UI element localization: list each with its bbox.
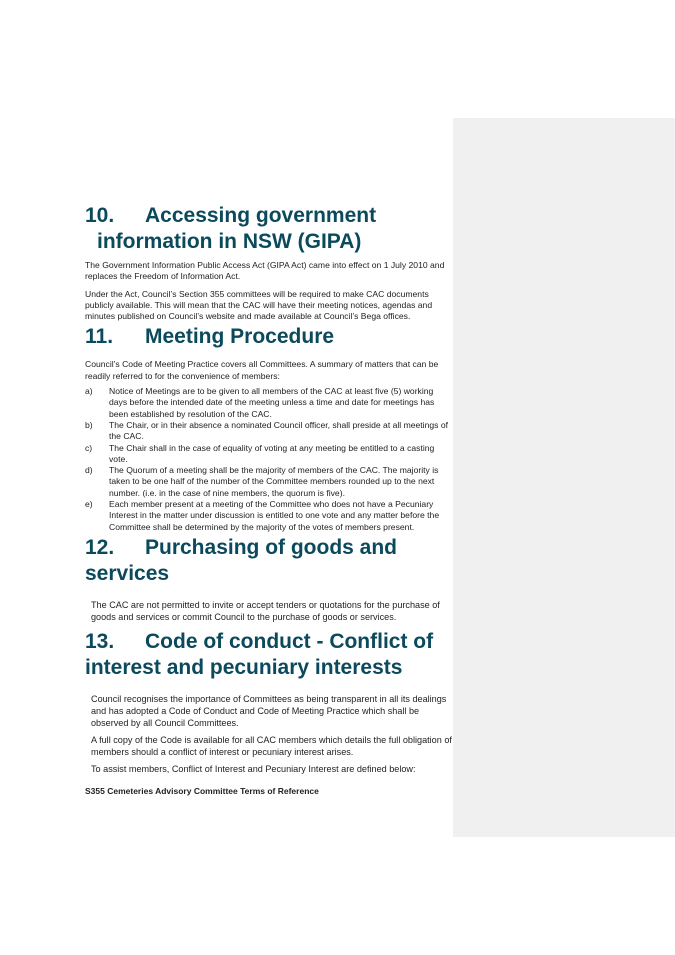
- section-11-title: Meeting Procedure: [145, 325, 335, 349]
- list-marker: d): [85, 465, 93, 476]
- section-11-heading: [85, 324, 453, 350]
- section-12-number: 12.: [85, 535, 115, 559]
- list-item: [85, 386, 453, 420]
- section-10-paragraph: Under the Act, Council’s Section 355 committees will be required to make CAC documents publicly available. This will mean that the CAC will have their meeting notices, agendas and minutes published on Council’s website and made available at Council’s Bega offices.: [85, 288, 433, 322]
- section-13-number: 13.: [85, 629, 115, 653]
- section-12-title-line2: services: [85, 561, 170, 585]
- page-footer: S355 Cemeteries Advisory Committee Terms of Reference: [85, 786, 319, 796]
- section-11-number: 11.: [85, 325, 114, 349]
- section-12-heading-cont: [85, 561, 453, 587]
- list-marker: a): [85, 386, 93, 397]
- list-text: The Quorum of a meeting shall be the majority of members of the CAC. The majority is taken to be one half of the number of the Committee members rounded up to the next number. (i.e. in the case of nine members, the quorum is five).: [109, 465, 439, 498]
- comment-margin-panel: [453, 118, 675, 837]
- section-10-heading-cont: [85, 229, 453, 255]
- section-10-title-line1: Accessing government: [145, 204, 377, 227]
- list-item: [85, 443, 453, 466]
- section-13-paragraph: To assist members, Conflict of Interest and Pecuniary Interest are defined below:: [91, 763, 416, 774]
- list-marker: b): [85, 419, 93, 430]
- section-13-title-line2: interest and pecuniary interests: [85, 655, 403, 679]
- list-marker: c): [85, 442, 93, 453]
- section-12-heading: [85, 535, 453, 561]
- section-13-heading: [85, 629, 453, 655]
- section-13-paragraph: Council recognises the importance of Committees as being transparent in all its dealings and has adopted a Code of Conduct and Code of Meeting Practice which shall be observed by all Council Committees.: [91, 693, 447, 728]
- section-12-body: [85, 599, 453, 623]
- list-text: Each member present at a meeting of the Committee who does not have a Pecuniary Interest in the matter under discussion is entitled to one vote and any matter before the Committee shall be determined by the majority of the votes of members present.: [109, 499, 440, 532]
- section-11-intro: Council’s Code of Meeting Practice covers all Committees. A summary of matters that can be readily referred to for the convenience of members:: [85, 359, 439, 381]
- section-10-heading: [85, 203, 453, 229]
- section-12-title-line1: Purchasing of goods and: [145, 535, 398, 559]
- list-item: [85, 499, 453, 533]
- section-13-title-line1: Code of conduct - Conflict of: [145, 629, 434, 653]
- list-item: [85, 420, 453, 443]
- section-13-paragraph: A full copy of the Code is available for all CAC members which details the full obligation of members should a conflict of interest or pecuniary interest arises.: [91, 734, 452, 757]
- section-13-body: [85, 693, 453, 775]
- meeting-procedure-list: [85, 386, 453, 533]
- section-13-heading-cont: [85, 655, 453, 681]
- list-text: Notice of Meetings are to be given to all members of the CAC at least five (5) working days before the intended date of the meeting unless a time and date for meetings has been established by resolution of the CAC.: [109, 386, 435, 419]
- list-text: The Chair shall in the case of equality of voting at any meeting be entitled to a casting vote.: [109, 442, 435, 464]
- section-10-title-line2: information in NSW (GIPA): [97, 230, 362, 253]
- list-text: The Chair, or in their absence a nominated Council officer, shall preside at all meetings of the CAC.: [109, 419, 449, 442]
- document-body: [85, 203, 453, 775]
- list-marker: e): [85, 499, 93, 510]
- section-10-paragraph: The Government Information Public Access Act (GIPA Act) came into effect on 1 July 2010 and replaces the Freedom of Information Act.: [85, 260, 445, 282]
- section-12-paragraph: The CAC are not permitted to invite or accept tenders or quotations for the purchase of goods and services or commit Council to the purchase of goods or services.: [91, 599, 440, 622]
- list-item: [85, 465, 453, 499]
- section-10-number: 10.: [85, 204, 115, 227]
